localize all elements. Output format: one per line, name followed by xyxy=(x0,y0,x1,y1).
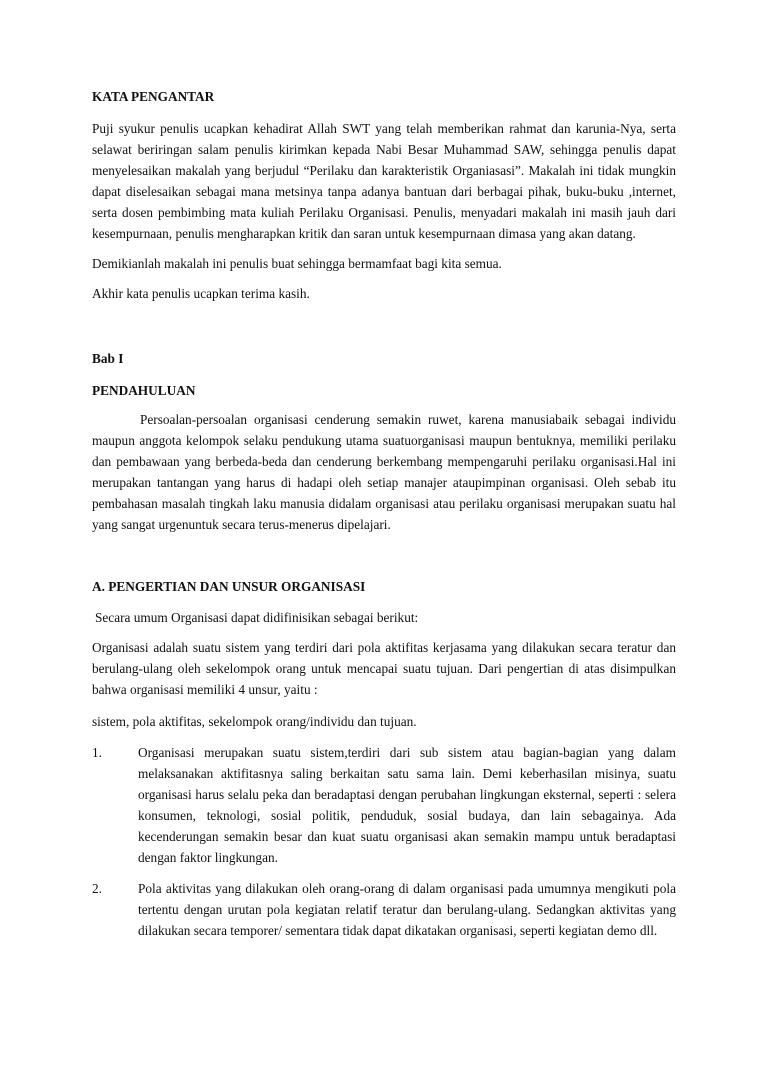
bab-title: PENDAHULUAN xyxy=(92,383,196,398)
document-page xyxy=(92,86,676,941)
section-a-title: A. PENGERTIAN DAN UNSUR ORGANISASI xyxy=(92,579,366,594)
section-a-intro: Secara umum Organisasi dapat didifinisikan sebagai berikut: xyxy=(95,610,419,625)
kata-pengantar-paragraph-1: Puji syukur penulis ucapkan kehadirat Allah SWT yang telah memberikan rahmat dan karunia-Nya, serta selawat beriringan salam penulis kirimkan kepada Nabi Besar Muhammad SAW, sehingga penulis dapat menyelesaikan makalah yang berjudul “Perilaku dan karakteristik Organiasasi”. Makalah ini tidak mungkin dapat diselesaikan sebagai mana metsinya tanpa adanya bantuan dari berbagai pihak, buku-buku ,internet, serta dosen pembimbing mata kuliah Perilaku Organisasi. Penulis, menyadari makalah ini masih jauh dari kesempurnaan, penulis mengharapkan kritik dan saran untuk kesempurnaan dimasa yang akan datang. xyxy=(92,121,676,241)
bab-label: Bab I xyxy=(92,351,124,366)
kata-pengantar-paragraph-3: Akhir kata penulis ucapkan terima kasih. xyxy=(92,286,310,301)
list-item-text: Pola aktivitas yang dilakukan oleh orang-orang di dalam organisasi pada umumnya mengikuti pola tertentu dengan urutan pola kegiatan relatif teratur dan berulang-ulang. Sedangkan aktivitas yang dilakukan secara temporer/ sementara tidak dapat dikatakan organisasi, seperti kegiatan demo dll. xyxy=(138,881,676,938)
list-item xyxy=(92,878,676,941)
list-item xyxy=(92,742,676,868)
kata-pengantar-title: KATA PENGANTAR xyxy=(92,89,215,104)
list-item-text: Organisasi merupakan suatu sistem,terdiri dari sub sistem atau bagian-bagian yang dalam melaksanakan aktifitasnya saling berkaitan satu sama lain. Demi keberhasilan misinya, suatu organisasi harus selalu peka dan beradaptasi dengan perubahan lingkungan eksternal, seperti : selera konsumen, teknologi, sosial politik, penduduk, sosial budaya, dan lain sebagainya. Ada kecenderungan semakin besar dan kuat suatu organisasi akan semakin mampu untuk beradaptasi dengan faktor lingkungan. xyxy=(138,745,676,865)
list-item-number: 1. xyxy=(92,745,102,760)
section-a-elements: sistem, pola aktifitas, sekelompok orang/individu dan tujuan. xyxy=(92,714,417,729)
list-item-number: 2. xyxy=(92,881,102,896)
pendahuluan-paragraph: Persoalan-persoalan organisasi cenderung semakin ruwet, karena manusiabaik sebagai individu maupun anggota kelompok selaku pendukung utama suatuorganisasi maupun bentuknya, memiliki perilaku dan pembawaan yang berbeda-beda dan cenderung berkembang mempengaruhi perilaku organisasi.Hal ini merupakan tantangan yang harus di hadapi oleh setiap manajer ataupimpinan organisasi. Oleh sebab itu pembahasan masalah tingkah laku manusia didalam organisasi atau perilaku organisasi merupakan suatu hal yang sangat urgenuntuk secara terus-menerus dipelajari. xyxy=(92,412,676,532)
section-a-definition: Organisasi adalah suatu sistem yang terdiri dari pola aktifitas kerjasama yang dilakukan secara teratur dan berulang-ulang oleh sekelompok orang untuk mencapai suatu tujuan. Dari pengertian di atas disimpulkan bahwa organisasi memiliki 4 unsur, yaitu : xyxy=(92,640,676,697)
kata-pengantar-paragraph-2: Demikianlah makalah ini penulis buat sehingga bermamfaat bagi kita semua. xyxy=(92,256,502,271)
